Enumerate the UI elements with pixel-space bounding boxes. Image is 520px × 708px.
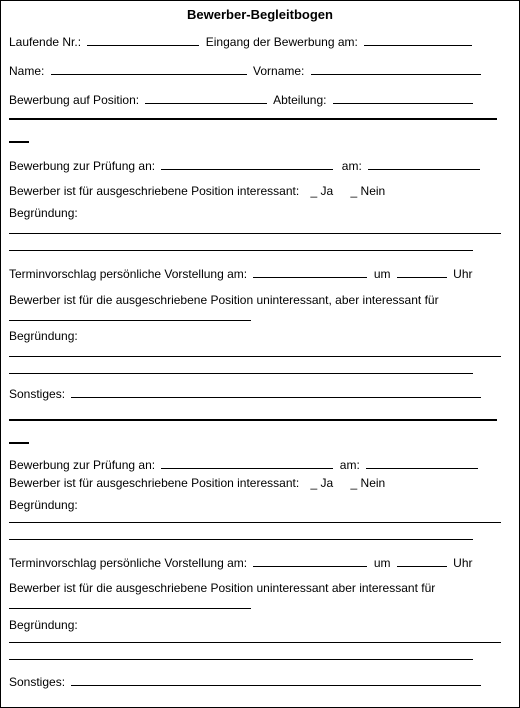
b1-pruefung-label: Bewerbung zur Prüfung an: xyxy=(9,159,156,173)
b2-begruendung2-line-1[interactable] xyxy=(9,642,501,643)
b1-ja-checkbox[interactable]: _ Ja xyxy=(310,184,334,198)
b1-termin-label: Terminvorschlag persönliche Vorstellung am: xyxy=(9,267,248,281)
header-row-1 xyxy=(9,33,475,49)
vorname-field[interactable] xyxy=(311,62,481,75)
form-title: Bewerber-Begleitbogen xyxy=(187,7,333,22)
b2-ja-checkbox[interactable]: _ Ja xyxy=(310,476,334,490)
b2-interessant-row xyxy=(9,476,385,490)
b2-uhr-label: Uhr xyxy=(453,556,473,570)
b2-begruendung-line-2[interactable] xyxy=(9,539,473,540)
b1-sonstiges-field[interactable] xyxy=(71,385,481,398)
b1-termin-row xyxy=(9,265,473,281)
b1-begruendung2-line-2[interactable] xyxy=(9,373,473,374)
abteilung-field[interactable] xyxy=(333,91,473,104)
b2-sonstiges-label: Sonstiges: xyxy=(9,675,66,689)
header-row-2 xyxy=(9,62,484,78)
laufende-nr-field[interactable] xyxy=(87,33,199,46)
b2-pruefung-row xyxy=(9,456,481,472)
b1-sonstiges-row xyxy=(9,385,484,401)
b2-am-label: am: xyxy=(339,458,360,472)
b2-sonstiges-field[interactable] xyxy=(71,673,481,686)
b2-begruendung-label: Begründung: xyxy=(9,498,78,512)
b1-begruendung-line-1[interactable] xyxy=(9,233,501,234)
b1-begruendung-label: Begründung: xyxy=(9,206,78,220)
b2-um-label: um xyxy=(373,556,391,570)
b2-pruefung-label: Bewerbung zur Prüfung an: xyxy=(9,458,156,472)
position-field[interactable] xyxy=(145,91,267,104)
b2-termin-row xyxy=(9,554,473,570)
name-label: Name: xyxy=(9,64,45,78)
section-dash xyxy=(9,141,29,143)
eingang-date-field[interactable] xyxy=(364,33,472,46)
section-divider-2 xyxy=(9,419,497,421)
b1-sonstiges-label: Sonstiges: xyxy=(9,387,66,401)
section-dash-2 xyxy=(9,442,29,444)
b2-begruendung-line-1[interactable] xyxy=(9,522,501,523)
position-label: Bewerbung auf Position: xyxy=(9,93,140,107)
b2-nein-checkbox[interactable]: _ Nein xyxy=(350,476,386,490)
b2-pruefung-field[interactable] xyxy=(161,456,333,469)
vorname-label: Vorname: xyxy=(253,64,305,78)
b1-pruefung-field[interactable] xyxy=(161,157,333,170)
name-field[interactable] xyxy=(51,62,247,75)
b1-termin-date-field[interactable] xyxy=(253,265,367,278)
b1-um-label: um xyxy=(373,267,391,281)
b1-begruendung2-line-1[interactable] xyxy=(9,356,501,357)
b1-pruefung-row xyxy=(9,157,483,173)
section-divider xyxy=(9,118,497,120)
b2-uninteressant-label: Bewerber ist für die ausgeschriebene Position uninteressant aber interessant für xyxy=(9,581,436,595)
header-row-3 xyxy=(9,91,476,107)
b1-nein-checkbox[interactable]: _ Nein xyxy=(350,184,386,198)
b2-alternative-position-line[interactable] xyxy=(9,608,251,609)
b2-termin-label: Terminvorschlag persönliche Vorstellung am: xyxy=(9,556,248,570)
b1-begruendung-line-2[interactable] xyxy=(9,250,473,251)
b1-interessant-label: Bewerber ist für ausgeschriebene Position interessant: xyxy=(9,184,300,198)
b1-begruendung2-label: Begründung: xyxy=(9,329,78,343)
b1-interessant-row xyxy=(9,184,385,198)
b2-termin-date-field[interactable] xyxy=(253,554,367,567)
b1-am-label: am: xyxy=(341,159,362,173)
b2-termin-time-field[interactable] xyxy=(397,554,447,567)
laufende-nr-label: Laufende Nr.: xyxy=(9,35,82,49)
b2-sonstiges-row xyxy=(9,673,484,689)
b2-begruendung2-label: Begründung: xyxy=(9,618,78,632)
b1-alternative-position-line[interactable] xyxy=(9,320,251,321)
b1-uninteressant-label: Bewerber ist für die ausgeschriebene Position uninteressant, aber interessant für xyxy=(9,293,439,307)
b2-am-field[interactable] xyxy=(366,456,478,469)
b1-am-field[interactable] xyxy=(368,157,480,170)
b2-begruendung2-line-2[interactable] xyxy=(9,659,473,660)
eingang-label: Eingang der Bewerbung am: xyxy=(205,35,358,49)
abteilung-label: Abteilung: xyxy=(273,93,327,107)
b1-termin-time-field[interactable] xyxy=(397,265,447,278)
b2-interessant-label: Bewerber ist für ausgeschriebene Position interessant: xyxy=(9,476,300,490)
b1-uhr-label: Uhr xyxy=(453,267,473,281)
